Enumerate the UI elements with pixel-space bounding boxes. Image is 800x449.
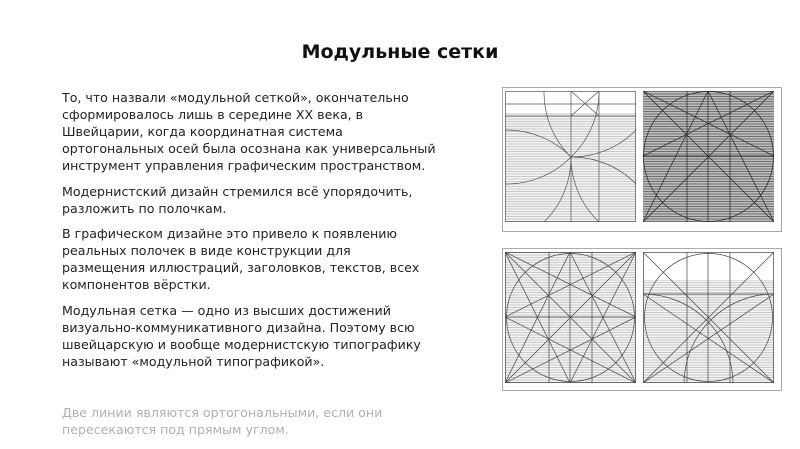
paragraph-2 <box>62 183 502 217</box>
grid-diagram-circle-arcs <box>643 252 774 383</box>
paragraph-3 <box>62 225 502 293</box>
text-line: В графическом дизайне это привело к появлению <box>62 226 397 241</box>
text-line: сформировалось лишь в середине XX века, в <box>62 107 364 122</box>
text-line: ортогональных осей была осознана как универсальный <box>62 141 436 156</box>
text-line: называют «модульной типографикой». <box>62 353 325 369</box>
text-line: Модернистский дизайн стремился всё упорядочить, <box>62 183 413 199</box>
text-line: компонентов вёрстки. <box>62 277 211 292</box>
text-line: Модульная сетка — одно из высших достижений <box>62 302 391 318</box>
text-line: Швейцарии, когда координатная система <box>62 124 343 139</box>
text-line: пересекаются под прямым углом. <box>62 422 289 437</box>
text-line: То, что назвали «модульной сеткой», окончательно <box>62 90 409 105</box>
text-line: реальных полочек в виде конструкции для <box>62 243 351 258</box>
grid-diagram-star <box>505 252 636 383</box>
slide-title: Модульные сетки <box>301 41 499 63</box>
grid-diagram-arcs <box>505 91 636 222</box>
slide-body-text <box>62 89 502 378</box>
text-line: инструмент управления графическим пространством. <box>62 158 426 173</box>
text-line: размещения иллюстраций, заголовков, текстов, всех <box>62 260 420 275</box>
footnote <box>62 404 382 438</box>
text-line: визуально-коммуникативного дизайна. Поэтому всю <box>62 319 415 335</box>
grid-illustration-top <box>502 87 782 232</box>
text-line: Две линии являются ортогональными, если они <box>62 405 383 420</box>
paragraph-1 <box>62 89 502 174</box>
grid-diagram-photo <box>643 91 774 222</box>
paragraph-4 <box>62 302 502 370</box>
text-line: швейцарскую и вообще модернистскую типографику <box>62 336 421 352</box>
grid-illustration-bottom <box>502 248 782 391</box>
text-line: разложить по полочкам. <box>62 200 227 216</box>
